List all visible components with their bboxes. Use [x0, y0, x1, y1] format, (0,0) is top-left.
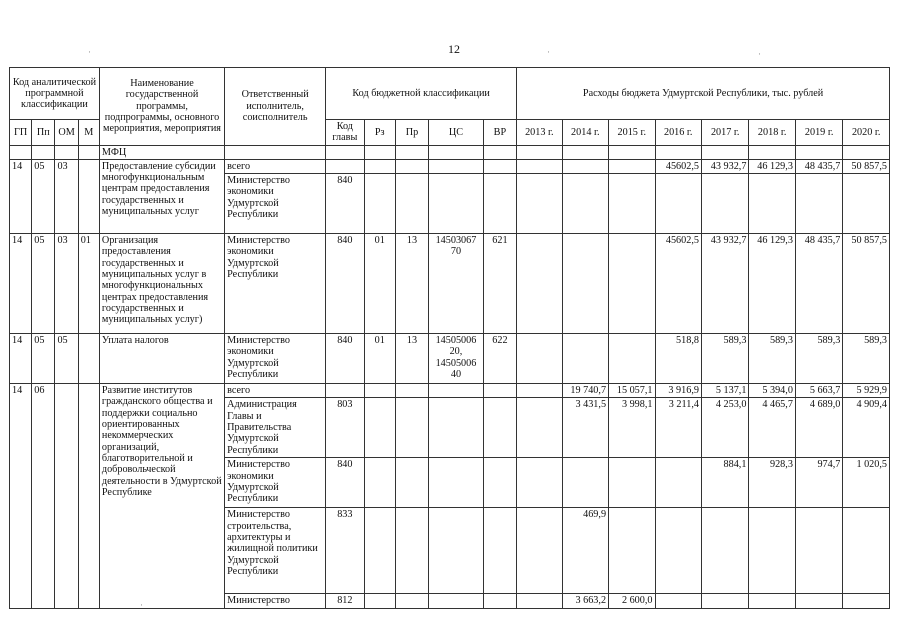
cell-m [78, 159, 99, 233]
cell-pr: 13 [395, 334, 428, 384]
header-year: 2020 г. [843, 120, 890, 146]
cell-om [55, 384, 78, 609]
cell-value: 589,3 [749, 334, 795, 384]
scan-speck: · [140, 600, 143, 610]
row-name: Уплата налогов [99, 334, 224, 384]
cell-value [609, 508, 655, 594]
cell-value: 3 431,5 [562, 398, 608, 458]
cell-value: 50 857,5 [843, 234, 890, 334]
scan-speck: · [88, 47, 91, 57]
cell-kod: 840 [326, 234, 364, 334]
cell-value: 3 663,2 [562, 594, 608, 608]
cell-value [517, 508, 562, 594]
cell-value: 974,7 [795, 458, 842, 508]
cell-value [562, 159, 608, 173]
cell-value [655, 458, 701, 508]
cell-om: 03 [55, 159, 78, 233]
cell-gp: 14 [10, 234, 32, 334]
cell-value: 928,3 [749, 458, 795, 508]
header-gp: ГП [10, 120, 32, 146]
cell-kod: 833 [326, 508, 364, 594]
cell-om: 03 [55, 234, 78, 334]
header-year: 2014 г. [562, 120, 608, 146]
header-year: 2017 г. [701, 120, 748, 146]
cell-value: 5 394,0 [749, 384, 795, 398]
header-vr: ВР [483, 120, 516, 146]
cell-kod: 840 [326, 174, 364, 234]
header-kod-glavy: Код главы [326, 120, 364, 146]
row-name: Развитие институтов гражданского общества и поддержки социально ориентированных некоммерческих организаций, благотворительной и добровольческой деятельности в Удмуртской Республике [99, 384, 224, 609]
cell-value: 4 909,4 [843, 398, 890, 458]
cell-value: 5 663,7 [795, 384, 842, 398]
cell-cs: 14503067 70 [429, 234, 484, 334]
cell-value: 19 740,7 [562, 384, 608, 398]
cell-value: 45602,5 [655, 159, 701, 173]
cell-value [843, 508, 890, 594]
cell-kod [326, 159, 364, 173]
cell-responsible: всего [225, 159, 326, 173]
table-row [10, 145, 890, 159]
cell-value: 48 435,7 [795, 234, 842, 334]
cell-value: 2 600,0 [609, 594, 655, 608]
cell-value [609, 159, 655, 173]
header-name: Наименование государственной программы, подпрограммы, основного мероприятия, мероприятия [99, 68, 224, 146]
budget-table [9, 67, 890, 609]
cell-responsible: Министерство экономики Удмуртской Республики [225, 174, 326, 234]
cell-value [655, 594, 701, 608]
cell-responsible: Министерство экономики Удмуртской Республики [225, 458, 326, 508]
header-expenses: Расходы бюджета Удмуртской Республики, тыс. рублей [517, 68, 890, 120]
header-year: 2013 г. [517, 120, 562, 146]
cell-value [843, 594, 890, 608]
cell-value [517, 159, 562, 173]
cell-value: 589,3 [795, 334, 842, 384]
cell-value [517, 398, 562, 458]
cell-om: 05 [55, 334, 78, 384]
cell-m [78, 334, 99, 384]
row-name: МФЦ [99, 145, 224, 159]
cell-value: 469,9 [562, 508, 608, 594]
cell-rz: 01 [364, 234, 395, 334]
cell-value [749, 594, 795, 608]
cell-gp: 14 [10, 384, 32, 609]
cell-value: 4 689,0 [795, 398, 842, 458]
cell-kod: 840 [326, 458, 364, 508]
header-m: М [78, 120, 99, 146]
scan-speck: · [547, 47, 550, 57]
cell-value: 3 916,9 [655, 384, 701, 398]
cell-value: 5 137,1 [701, 384, 748, 398]
cell-value [517, 234, 562, 334]
cell-pp: 06 [32, 384, 55, 609]
header-year: 2015 г. [609, 120, 655, 146]
cell-value: 3 998,1 [609, 398, 655, 458]
header-rz: Рз [364, 120, 395, 146]
cell-value: 46 129,3 [749, 234, 795, 334]
cell-m [78, 384, 99, 609]
table-row [10, 159, 890, 173]
cell-value: 518,8 [655, 334, 701, 384]
header-row-1 [10, 68, 890, 120]
cell-value [701, 594, 748, 608]
scan-speck: · [758, 49, 761, 59]
cell-value: 589,3 [701, 334, 748, 384]
cell-value [517, 594, 562, 608]
cell-value [795, 594, 842, 608]
cell-value: 50 857,5 [843, 159, 890, 173]
header-pr: Пр [395, 120, 428, 146]
cell-pr: 13 [395, 234, 428, 334]
page-number: 12 [448, 42, 460, 56]
cell-kod: 840 [326, 334, 364, 384]
cell-vr: 621 [483, 234, 516, 334]
cell-value: 15 057,1 [609, 384, 655, 398]
cell-value: 43 932,7 [701, 234, 748, 334]
cell-kod [326, 384, 364, 398]
cell-value [655, 508, 701, 594]
header-year: 2018 г. [749, 120, 795, 146]
cell-value [517, 384, 562, 398]
header-pp: Пп [32, 120, 55, 146]
table-row [10, 234, 890, 334]
header-code-group: Код аналитической программной классификации [10, 68, 100, 120]
cell-responsible: Министерство [225, 594, 326, 608]
cell-vr: 622 [483, 334, 516, 384]
cell-value: 45602,5 [655, 234, 701, 334]
cell-kod: 803 [326, 398, 364, 458]
header-budget-code: Код бюджетной классификации [326, 68, 517, 120]
row-name: Организация предоставления государственных и муниципальных услуг в многофункциональных центрах предоставления государственных и муниципальных услуг) [99, 234, 224, 334]
cell-responsible: Министерство экономики Удмуртской Республики [225, 234, 326, 334]
header-om: ОМ [55, 120, 78, 146]
cell-value [609, 234, 655, 334]
cell-value [517, 458, 562, 508]
cell-responsible: всего [225, 384, 326, 398]
header-cs: ЦС [429, 120, 484, 146]
cell-value: 5 929,9 [843, 384, 890, 398]
cell-pp: 05 [32, 334, 55, 384]
cell-value [562, 334, 608, 384]
cell-value: 884,1 [701, 458, 748, 508]
cell-kod: 812 [326, 594, 364, 608]
cell-m: 01 [78, 234, 99, 334]
row-name: Предоставление субсидии многофункциональным центрам предоставления государственных и муниципальных услуг [99, 159, 224, 233]
cell-value: 589,3 [843, 334, 890, 384]
cell-responsible: Министерство экономики Удмуртской Республики [225, 334, 326, 384]
cell-value: 3 211,4 [655, 398, 701, 458]
cell-gp: 14 [10, 159, 32, 233]
cell-value [795, 508, 842, 594]
cell-value: 48 435,7 [795, 159, 842, 173]
header-year: 2019 г. [795, 120, 842, 146]
cell-gp: 14 [10, 334, 32, 384]
cell-rz: 01 [364, 334, 395, 384]
cell-pp: 05 [32, 234, 55, 334]
cell-value: 4 253,0 [701, 398, 748, 458]
cell-value [749, 508, 795, 594]
cell-value [562, 458, 608, 508]
cell-pp: 05 [32, 159, 55, 233]
table-row [10, 334, 890, 384]
cell-value: 1 020,5 [843, 458, 890, 508]
table-row [10, 384, 890, 398]
cell-responsible: Министерство строительства, архитектуры и жилищной политики Удмуртской Республики [225, 508, 326, 594]
cell-value [517, 334, 562, 384]
header-responsible: Ответственный исполнитель, соисполнитель [225, 68, 326, 146]
cell-value: 43 932,7 [701, 159, 748, 173]
cell-value [562, 234, 608, 334]
cell-responsible: Администрация Главы и Правительства Удмуртской Республики [225, 398, 326, 458]
cell-value [609, 334, 655, 384]
cell-cs: 14505006 20, 14505006 40 [429, 334, 484, 384]
cell-value: 46 129,3 [749, 159, 795, 173]
cell-value: 4 465,7 [749, 398, 795, 458]
cell-value [701, 508, 748, 594]
cell-value [609, 458, 655, 508]
header-year: 2016 г. [655, 120, 701, 146]
